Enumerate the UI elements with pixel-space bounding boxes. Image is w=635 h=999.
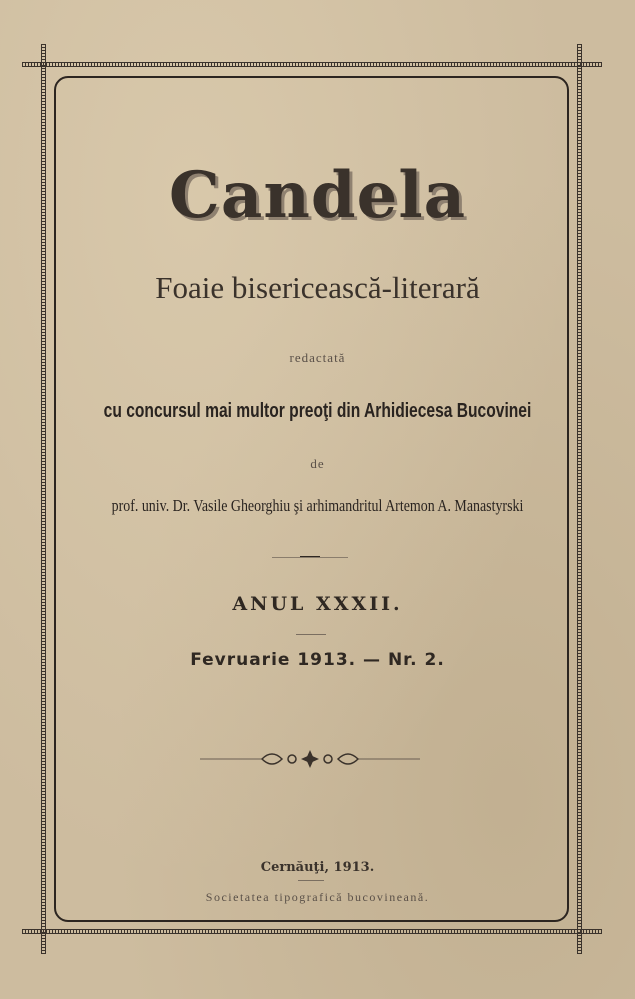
printer-divider: [298, 880, 324, 881]
journal-subtitle: Foaie bisericească-literară: [155, 270, 480, 305]
authors-line: prof. univ. Dr. Vasile Gheorghiu şi arhimandritul Artemon A. Manastyrski: [111, 496, 524, 515]
divider-rule-thin: [272, 557, 348, 558]
journal-title: Candela: [168, 158, 467, 233]
redacted-label: redactată: [289, 350, 346, 365]
year-volume: ANUL XXXII.: [232, 593, 403, 615]
year-divider: [296, 634, 326, 635]
by-label: de: [310, 456, 325, 471]
place-year: Cernăuţi, 1913.: [260, 860, 375, 875]
ornament-icon: [200, 745, 420, 773]
printer-name: Societatea tipografică bucovineană.: [205, 890, 430, 904]
border-bottom: [22, 929, 602, 934]
contributors-line: cu concursul mai multor preoţi din Arhidiecesa Bucovinei: [103, 400, 532, 422]
issue-date: Fevruarie 1913. — Nr. 2.: [190, 650, 445, 670]
border-top: [22, 62, 602, 67]
